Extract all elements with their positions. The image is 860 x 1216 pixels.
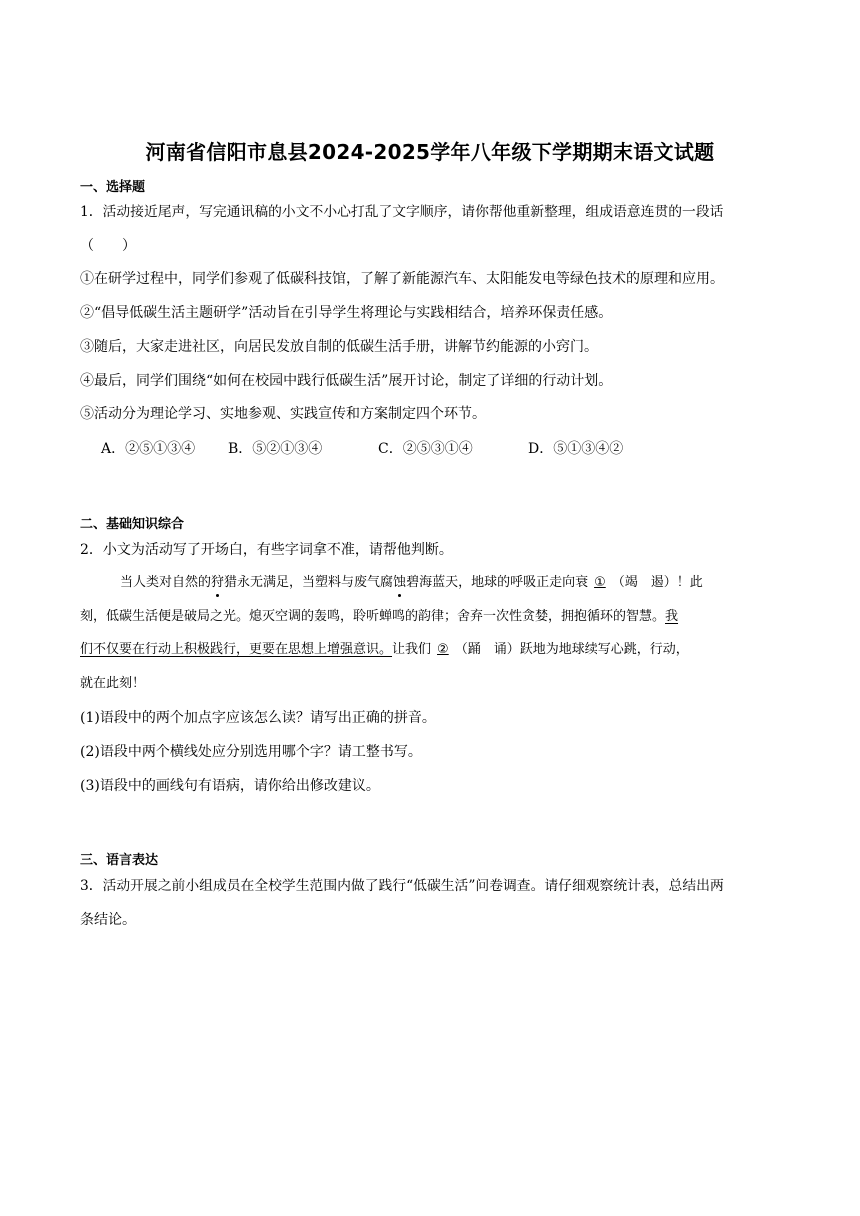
passage-text: 当人类对自然的 [120,575,212,590]
q1-item-2: ②“倡导低碳生活主题研学”活动旨在引导学生将理论与实践相结合，培养环保责任感。 [80,305,613,321]
blank-2: ② [437,642,449,657]
dotted-char-1: 狩 [211,573,224,593]
passage-text: 猎永无满足，当塑料与废气腐 [224,575,394,590]
q1-item-5: ⑤活动分为理论学习、实地参观、实践宣传和方案制定四个环节。 [80,406,486,422]
q1-option-d: D．⑤①③④② [528,441,624,457]
q1-option-a: A．②⑤①③④ [101,441,196,457]
passage-text: 让我们 [392,642,432,657]
underlined-sentence: 们不仅要在行动上积极践行，更要在思想上增强意识。 [80,642,393,657]
q3-stem-continued: 条结论。 [80,912,136,928]
blank-1: ① [594,575,606,590]
q1-stem: 1．活动接近尾声，写完通讯稿的小文不小心打乱了文字顺序，请你帮他重新整理，组成语意连贯的一段话 [80,204,724,220]
q1-option-c: C．②⑤③①④ [378,441,473,457]
q2-passage-line-1 [80,573,784,593]
q1-item-3: ③随后，大家走进社区，向居民发放自制的低碳生活手册，讲解节约能源的小窍门。 [80,339,598,355]
section-heading-expression: 三、语言表达 [80,853,159,868]
q1-item-4: ④最后，同学们围绕“如何在校园中践行低碳生活”展开讨论，制定了详细的行动计划。 [80,373,613,389]
underlined-sentence-start: 我 [665,609,679,624]
section-heading-choice: 一、选择题 [80,180,146,195]
q2-subquestion-3: (3)语段中的画线句有语病，请你给出修改建议。 [80,778,380,794]
q1-item-1: ①在研学过程中，同学们参观了低碳科技馆，了解了新能源汽车、太阳能发电等绿色技术的原理和应用。 [80,271,724,287]
q2-passage-line-2 [80,607,784,627]
q3-stem: 3．活动开展之前小组成员在全校学生范围内做了践行“低碳生活”问卷调查。请仔细观察统计表，总结出两 [80,878,724,894]
q2-passage-line-4: 就在此刻！ [80,676,146,691]
dotted-char-2: 蚀 [393,573,406,593]
passage-text: （踊 诵）跃地为地球续写心跳，行动， [454,642,689,657]
q2-stem: 2．小文为活动写了开场白，有些字词拿不准，请帮他判断。 [80,542,453,558]
q1-option-b: B．⑤②①③④ [228,441,323,457]
q2-subquestion-2: (2)语段中两个横线处应分别选用哪个字？请工整书写。 [80,744,422,760]
q1-answer-bracket: （ ） [80,238,136,254]
q2-subquestion-1: (1)语段中的两个加点字应该怎么读？请写出正确的拼音。 [80,710,436,726]
q2-passage-line-3 [80,640,784,660]
passage-text: 刻，低碳生活便是破局之光。熄灭空调的轰鸣，聆听蝉鸣的韵律；舍弃一次性贪婪，拥抱循环的智慧。 [80,609,666,624]
page-title: 河南省信阳市息县2024-2025学年八年级下学期期末语文试题 [145,140,715,164]
passage-text: （竭 遏）！此 [611,575,703,590]
passage-text: 碧海蓝天，地球的呼吸正走向衰 [406,575,589,590]
section-heading-basics: 二、基础知识综合 [80,517,185,532]
